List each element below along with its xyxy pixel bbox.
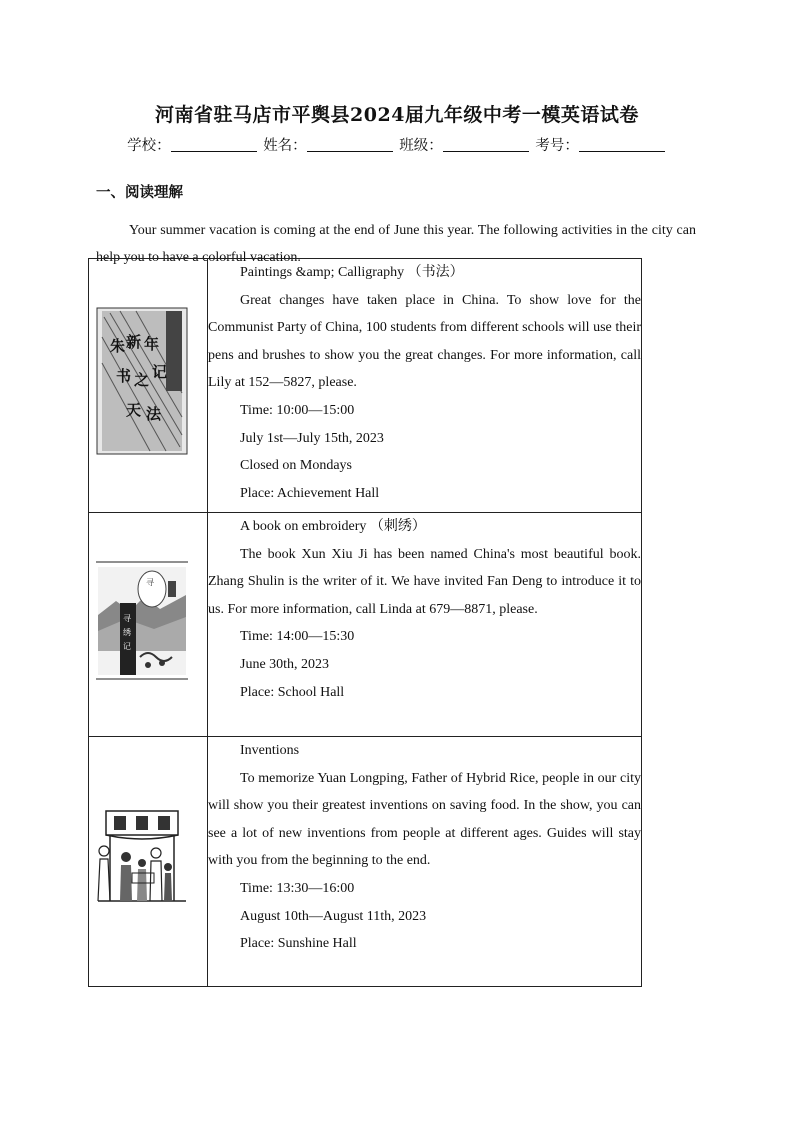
school-label: 学校： (127, 138, 171, 154)
activity-title: Inventions (240, 743, 300, 758)
svg-text:记: 记 (152, 363, 168, 381)
activity-place: Place: Sunshine Hall (240, 936, 357, 952)
svg-text:寻: 寻 (146, 578, 154, 587)
activity-row (89, 737, 642, 987)
svg-text:之: 之 (134, 371, 150, 389)
svg-text:寻: 寻 (123, 614, 131, 623)
intro-paragraph: Your summer vacation is coming at the end of June this year. The following activities in the city can help you to have a colorful vacation. (96, 223, 696, 265)
activity-image-cell (89, 513, 208, 737)
activity-description: Great changes have taken place in China. To show love for the Communist Party of China, 100 students from different schools will use their pens and brushes to show you the great changes. For more information, call Lily at 152—5827, please. (208, 292, 641, 391)
svg-text:法: 法 (146, 405, 162, 423)
activity-details-cell (208, 259, 642, 513)
calligraphy-scroll-icon (96, 307, 188, 455)
school-blank[interactable] (171, 137, 257, 152)
class-label: 班级： (399, 138, 443, 154)
activity-date: July 1st—July 15th, 2023 (240, 430, 384, 446)
book-cover-icon (96, 561, 188, 681)
section-heading: 一、阅读理解 (96, 185, 183, 201)
activities-table (88, 258, 642, 987)
page-title: 河南省驻马店市平舆县2024届九年级中考一模英语试卷 (155, 104, 639, 126)
activity-place: Place: Achievement Hall (240, 485, 380, 501)
activity-title: A book on embroidery （刺绣） (240, 519, 426, 534)
activity-image-cell (89, 259, 208, 513)
svg-text:书: 书 (116, 367, 132, 385)
activity-place: Place: School Hall (240, 684, 345, 700)
activity-title: Paintings &amp; Calligraphy （书法） (240, 265, 464, 280)
svg-text:绣: 绣 (123, 628, 131, 637)
activity-date: June 30th, 2023 (240, 656, 330, 672)
activity-description: To memorize Yuan Longping, Father of Hybrid Rice, people in our city will show you their greatest inventions on saving food. In the show, you can see a lot of new inventions from people at different ages. Guides will stay with you from the beginning to the end. (208, 770, 641, 869)
svg-text:天: 天 (126, 401, 142, 419)
activity-image-cell (89, 737, 208, 987)
activity-time: Time: 13:30—16:00 (240, 880, 355, 896)
activity-details-cell (208, 513, 642, 737)
activity-time: Time: 10:00—15:00 (240, 402, 355, 418)
activity-description: The book Xun Xiu Ji has been named China's most beautiful book. Zhang Shulin is the writer of it. We have invited Fan Deng to introduce it to us. For more information, call Linda at 679—8871, please. (208, 546, 641, 617)
exam-number-blank[interactable] (579, 137, 665, 152)
exam-number-label: 考号： (535, 138, 579, 154)
student-info-line (0, 134, 794, 155)
svg-text:记: 记 (123, 642, 131, 651)
svg-text:朱: 朱 (110, 337, 126, 355)
activity-note: Closed on Mondays (240, 458, 352, 474)
name-label: 姓名： (263, 138, 307, 154)
activity-details-cell (208, 737, 642, 987)
activity-time: Time: 14:00—15:30 (240, 629, 355, 645)
activity-date: August 10th—August 11th, 2023 (240, 908, 427, 924)
svg-text:年: 年 (144, 335, 160, 353)
name-blank[interactable] (307, 137, 393, 152)
class-blank[interactable] (443, 137, 529, 152)
activity-row (89, 259, 642, 513)
activity-row (89, 513, 642, 737)
exhibition-people-icon (96, 807, 188, 905)
svg-text:新: 新 (126, 333, 142, 351)
